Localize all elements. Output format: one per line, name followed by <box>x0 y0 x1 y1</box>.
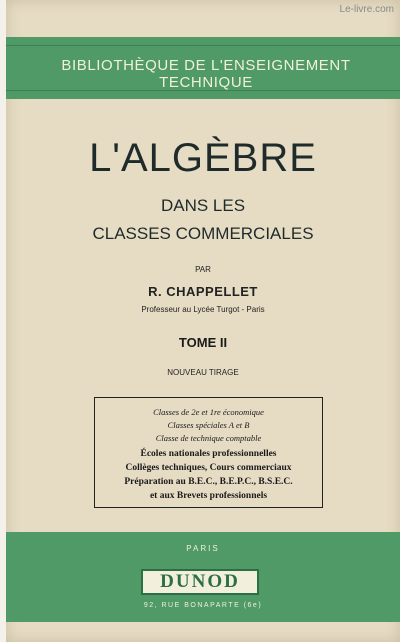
audience-italic-line: Classe de technique comptable <box>155 433 262 443</box>
audience-bold-line: Collèges techniques, Cours commerciaux <box>125 463 292 473</box>
author-name: R. CHAPPELLET <box>148 284 258 299</box>
audience-box <box>94 397 323 508</box>
audience-bold-line: Préparation au B.E.C., B.E.P.C., B.S.E.C. <box>124 477 293 487</box>
by-label: PAR <box>195 265 211 274</box>
edition-label: NOUVEAU TIRAGE <box>167 368 239 377</box>
series-title: BIBLIOTHÈQUE DE L'ENSEIGNEMENT TECHNIQUE <box>61 57 351 91</box>
publisher-logo <box>141 569 259 595</box>
audience-italic-line: Classes de 2e et 1re économique <box>153 407 264 417</box>
audience-bold-line: et aux Brevets professionnels <box>149 491 268 501</box>
publisher-city: PARIS <box>186 544 220 553</box>
publisher-address: 92, RUE BONAPARTE (6e) <box>143 602 263 609</box>
watermark: Le-livre.com <box>339 4 394 15</box>
publisher-name: DUNOD <box>160 571 240 592</box>
audience-bold-line: Écoles nationales professionnelles <box>140 449 277 459</box>
audience-italic-line: Classes spéciales A et B <box>167 420 250 430</box>
book-title: L'ALGÈBRE <box>89 136 317 180</box>
author-position: Professeur au Lycée Turgot - Paris <box>141 305 265 314</box>
subtitle-line-1: DANS LES <box>160 196 246 215</box>
subtitle-line-2: CLASSES COMMERCIALES <box>92 224 314 243</box>
volume-label: TOME II <box>178 335 228 350</box>
